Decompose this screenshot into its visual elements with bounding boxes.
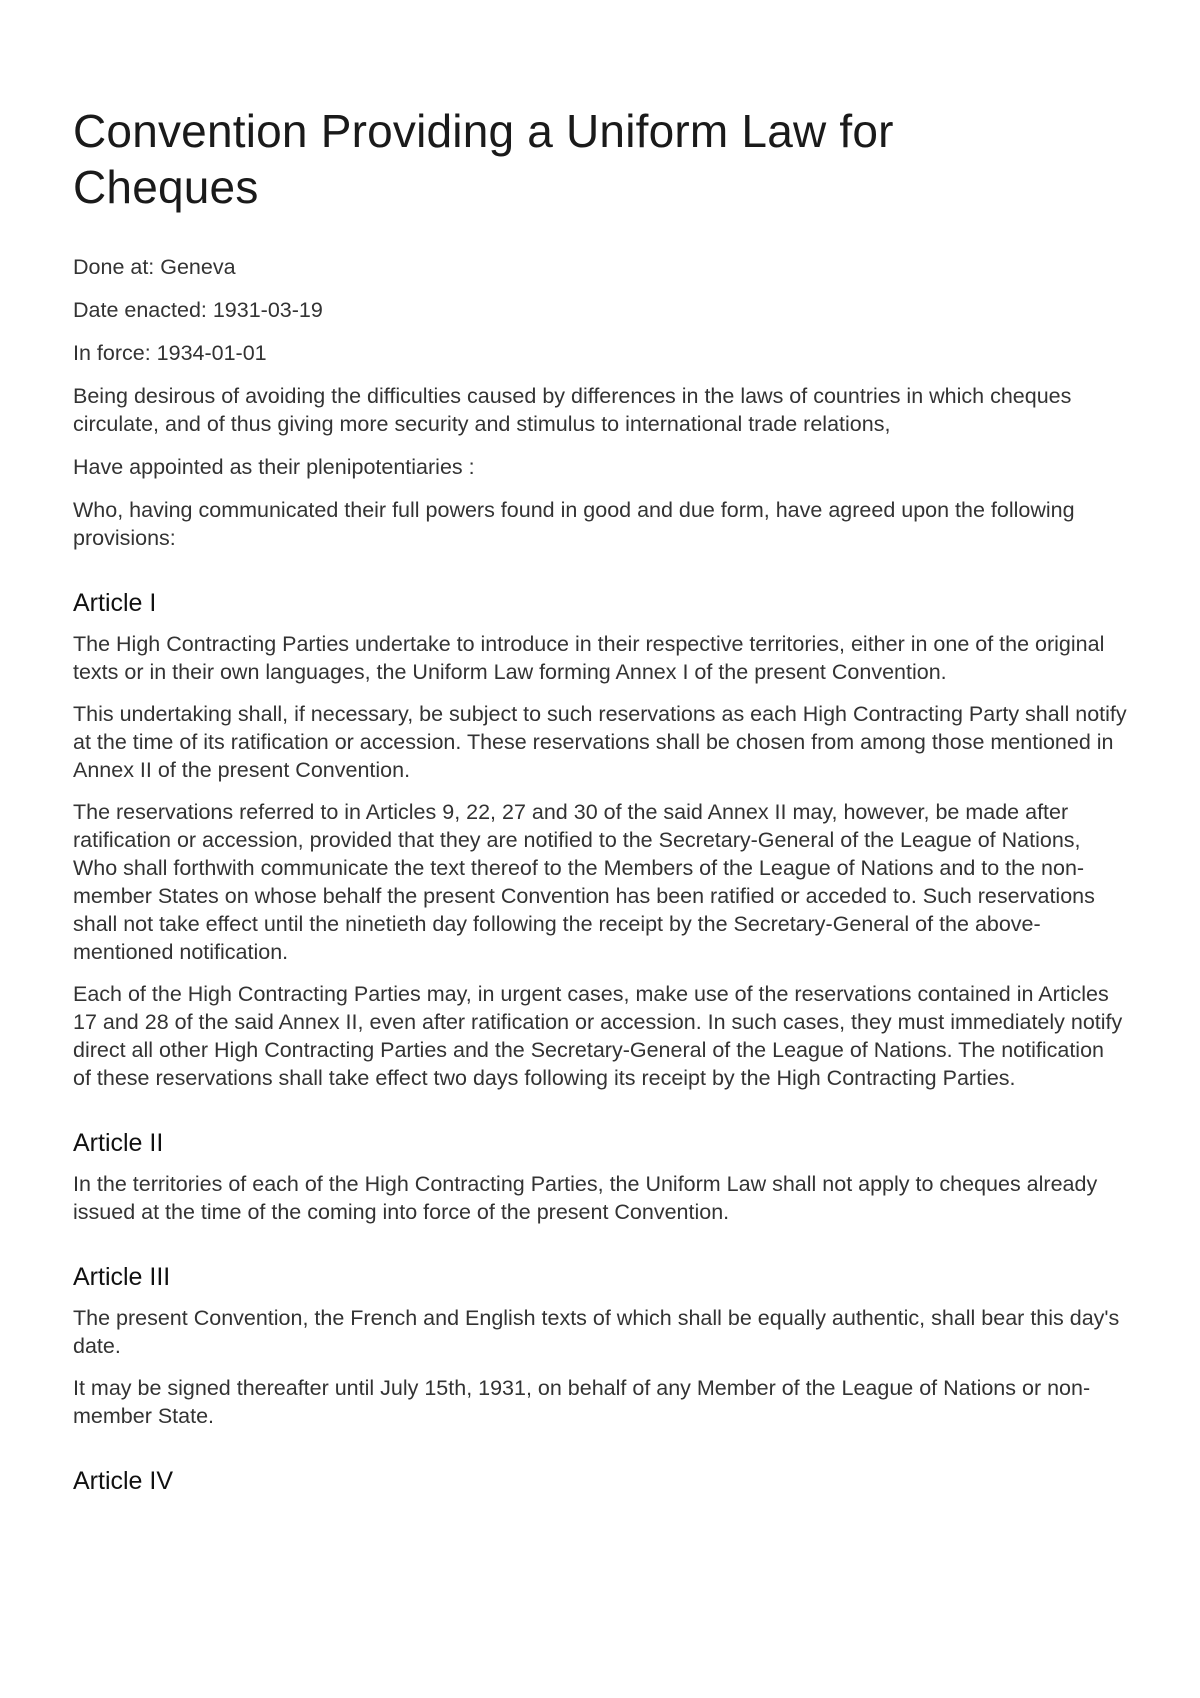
- in-force-line: In force: 1934-01-01: [73, 341, 267, 365]
- article-heading: Article IV: [73, 1467, 174, 1495]
- preamble-paragraph: Being desirous of avoiding the difficulties caused by differences in the laws of countries in which cheques circulate, and of thus giving more security and stimulus to international trade relations,: [73, 384, 1072, 436]
- done-at-line: Done at: Geneva: [73, 255, 236, 279]
- article-heading: Article III: [73, 1263, 171, 1291]
- preamble: [73, 382, 1127, 552]
- page-title: Convention Providing a Uniform Law for Cheques: [73, 105, 894, 213]
- article-paragraph: The reservations referred to in Articles 9, 22, 27 and 30 of the said Annex II may, however, be made after ratification or accession, provided that they are notified to the Secretary-General of the League of Nations, Who shall forthwith communicate the text thereof to the Members of the League of Nations and to the non-member States on whose behalf the present Convention has been ratified or acceded to. Such reservations shall not take effect until the ninetieth day following the receipt by the Secretary-General of the above-mentioned notification.: [73, 800, 1095, 964]
- article-section-3: [73, 1262, 1127, 1430]
- article-section-1: [73, 588, 1127, 1092]
- article-paragraph: The present Convention, the French and English texts of which shall be equally authentic, shall bear this day's date.: [73, 1306, 1120, 1358]
- article-heading: Article I: [73, 589, 157, 617]
- article-paragraph: The High Contracting Parties undertake to introduce in their respective territories, either in one of the original texts or in their own languages, the Uniform Law forming Annex I of the present Convention.: [73, 632, 1105, 684]
- document-metadata: [73, 253, 1127, 367]
- article-heading: Article II: [73, 1129, 164, 1157]
- article-section-2: [73, 1128, 1127, 1226]
- date-enacted-line: Date enacted: 1931-03-19: [73, 298, 323, 322]
- preamble-paragraph: Who, having communicated their full powers found in good and due form, have agreed upon the following provisions:: [73, 498, 1075, 550]
- article-paragraph: In the territories of each of the High Contracting Parties, the Uniform Law shall not apply to cheques already issued at the time of the coming into force of the present Convention.: [73, 1172, 1098, 1224]
- article-section-4: [73, 1466, 1127, 1496]
- article-paragraph: Each of the High Contracting Parties may, in urgent cases, make use of the reservations contained in Articles 17 and 28 of the said Annex II, even after ratification or accession. In such cases, they must immediately notify direct all other High Contracting Parties and the Secretary-General of the League of Nations. The notification of these reservations shall take effect two days following its receipt by the High Contracting Parties.: [73, 982, 1123, 1090]
- preamble-paragraph: Have appointed as their plenipotentiaries :: [73, 455, 475, 479]
- article-paragraph: This undertaking shall, if necessary, be subject to such reservations as each High Contracting Party shall notify at the time of its ratification or accession. These reservations shall be chosen from among those mentioned in Annex II of the present Convention.: [73, 702, 1127, 782]
- article-paragraph: It may be signed thereafter until July 15th, 1931, on behalf of any Member of the League of Nations or non-member State.: [73, 1376, 1091, 1428]
